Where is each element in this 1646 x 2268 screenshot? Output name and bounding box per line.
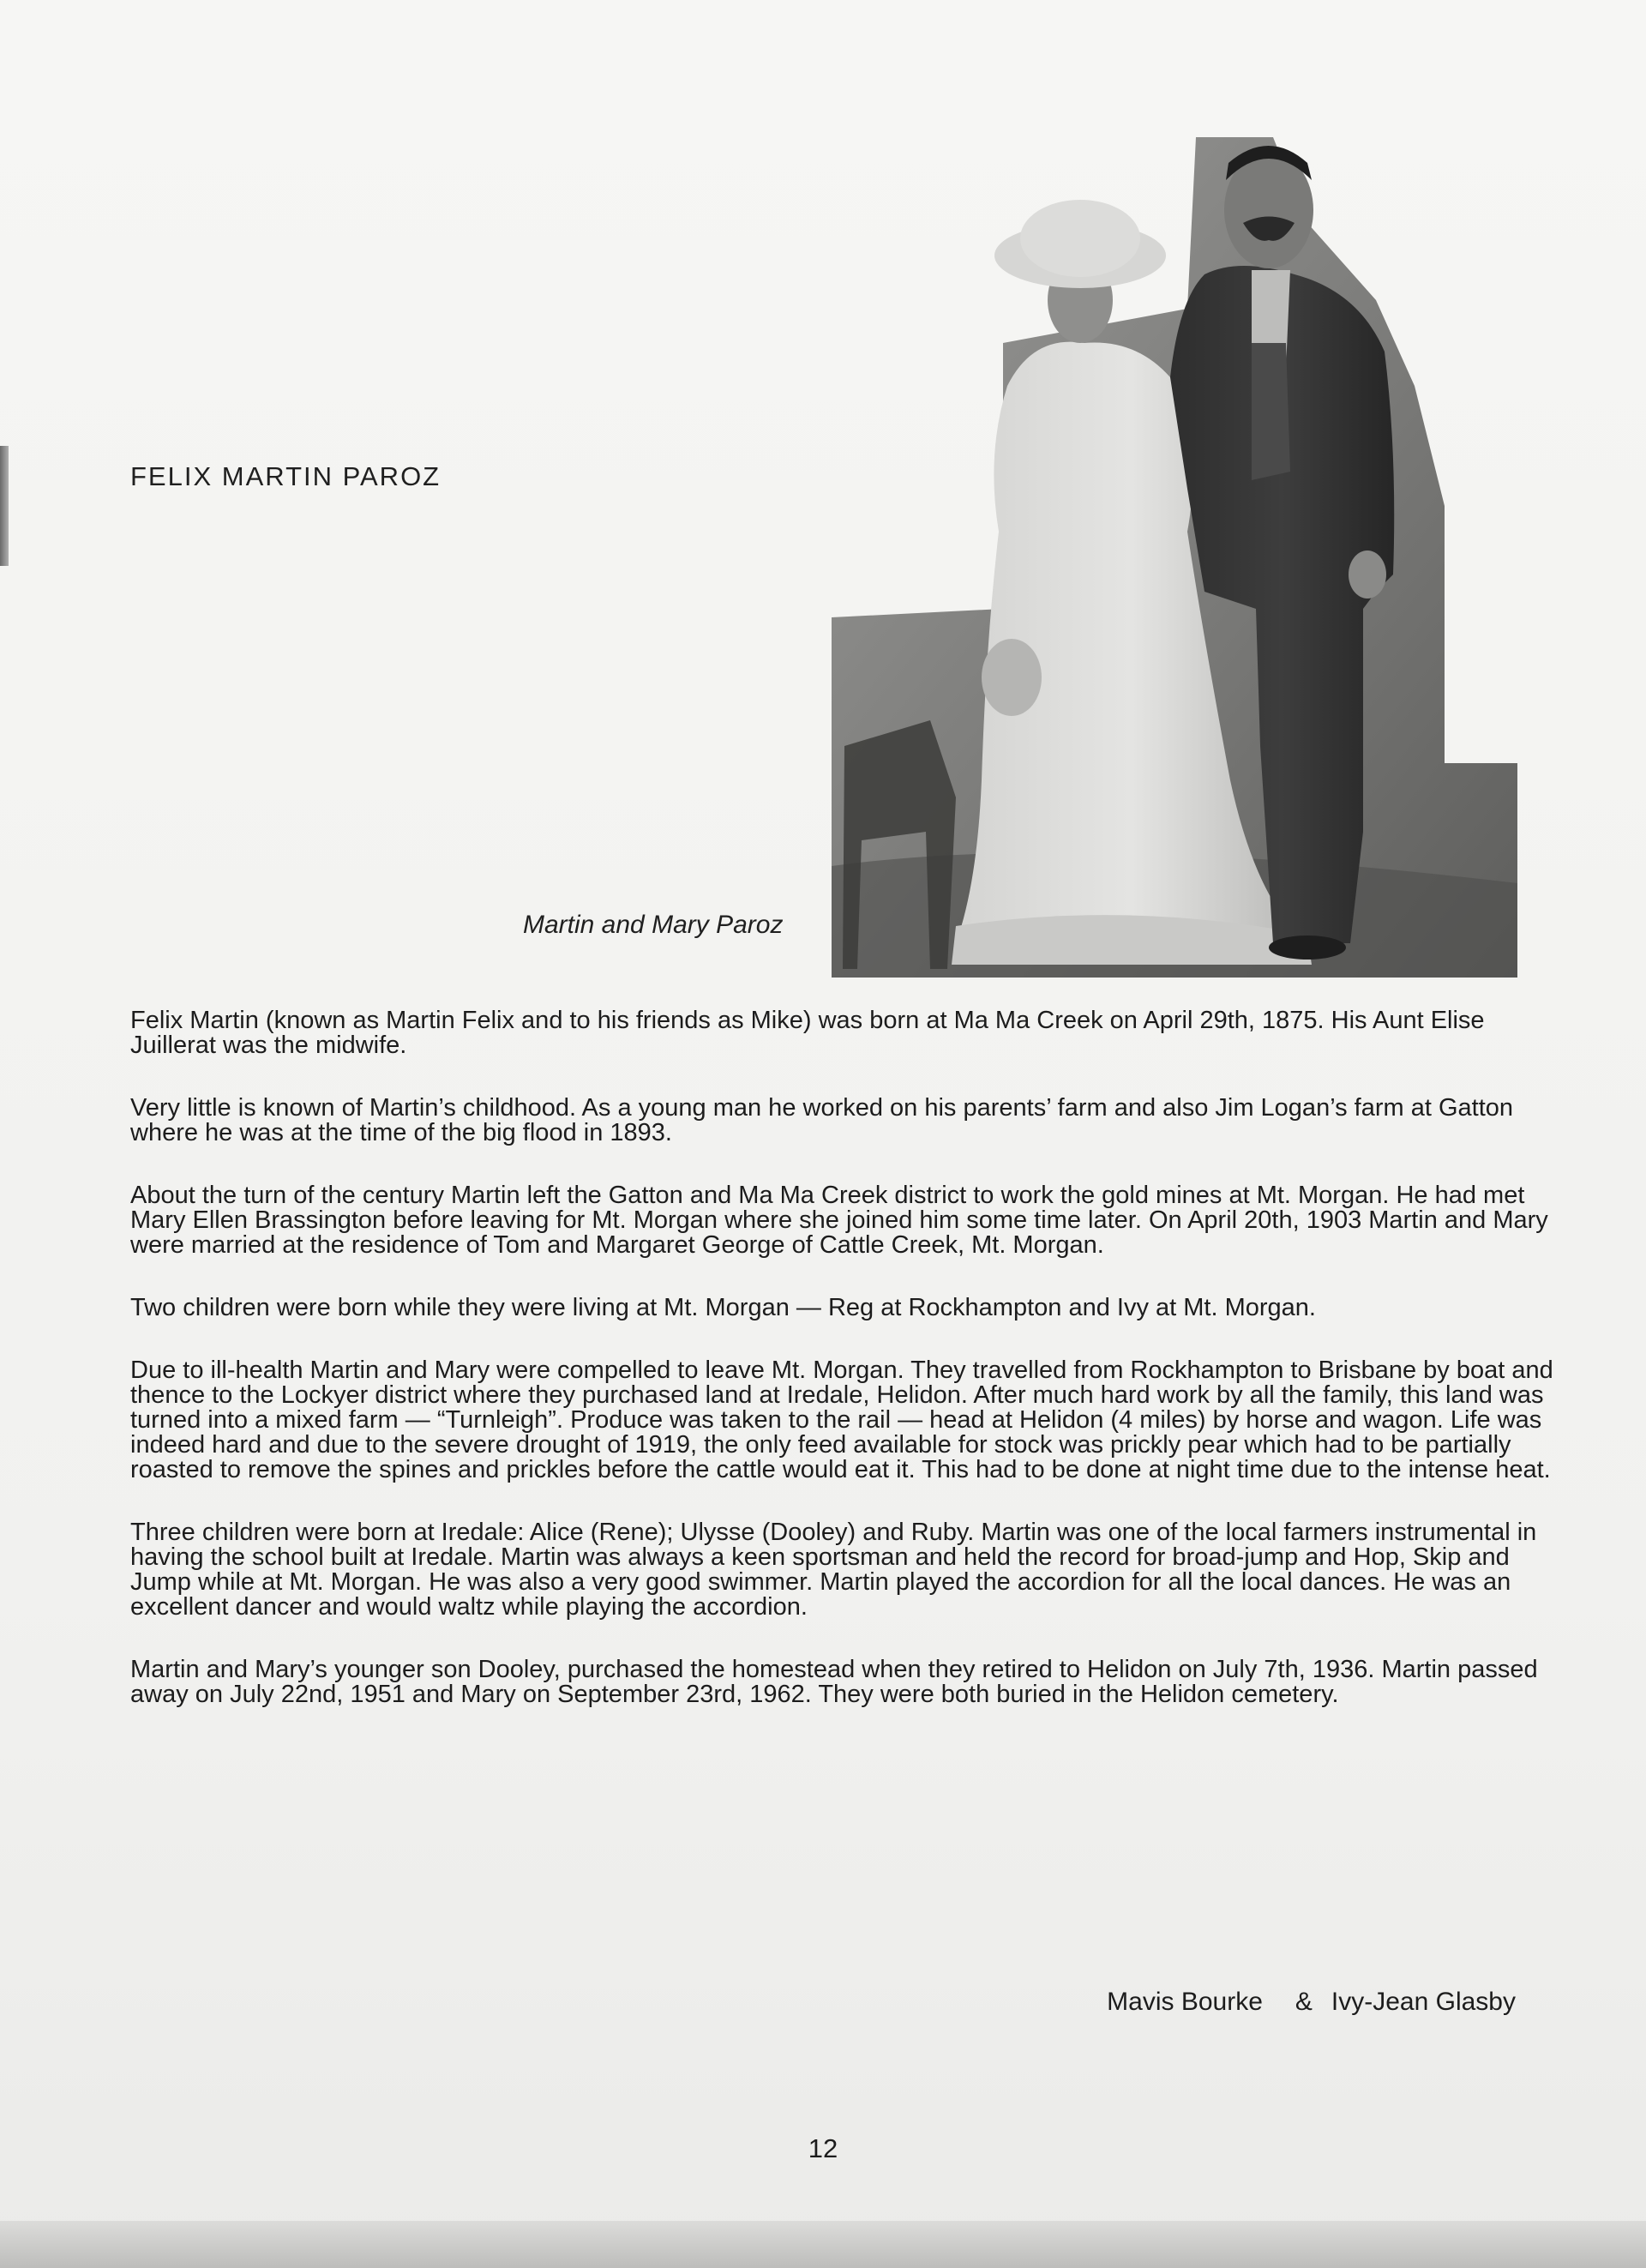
paragraph-iredale-farm: Due to ill-health Martin and Mary were compelled to leave Mt. Morgan. They travelled from Rockhampton to Brisbane by boat and thence to the Lockyer district where they purchased land at Iredale, Helidon. After much hard work by all the family, this land was turned into a mixed farm — “Turnleigh”. Produce was taken to the rail — head at Helidon (4 miles) by horse and wagon. Life was indeed hard and due to the severe drought of 1919, the only feed available for stock was prickly pear which had to be partially roasted to remove the spines and prickles before the cattle would eat it. This had to be done at night time due to the intense heat.: [130, 1357, 1553, 1483]
paragraph-childhood: Very little is known of Martin’s childhood. As a young man he worked on his parents’ farm and also Jim Logan’s farm at Gatton where he was at the time of the big flood in 1893.: [130, 1094, 1514, 1146]
paragraph-mt-morgan: About the turn of the century Martin left the Gatton and Ma Ma Creek district to work the gold mines at Mt. Morgan. He had met Mary Ellen Brassington before leaving for Mt. Morgan where she joined him some time later. On April 20th, 1903 Martin and Mary were married at the residence of Tom and Margaret George of Cattle Creek, Mt. Morgan.: [130, 1182, 1548, 1259]
author-separator: &: [1295, 1988, 1313, 2016]
portrait-photo: [827, 129, 1517, 978]
page-title: FELIX MARTIN PAROZ: [130, 461, 442, 491]
article-body: [130, 1008, 1571, 1745]
page-number: 12: [808, 2133, 838, 2163]
author-signature: [857, 1988, 1516, 2017]
paragraph-children: Two children were born while they were living at Mt. Morgan — Reg at Rockhampton and Ivy at Mt. Morgan.: [130, 1294, 1316, 1321]
page-bottom-shadow: [0, 2221, 1646, 2268]
photo-caption: Martin and Mary Paroz: [523, 911, 784, 939]
binding-edge: [0, 446, 9, 566]
author-second: Ivy-Jean Glasby: [1331, 1988, 1516, 2016]
author-first: Mavis Bourke: [1107, 1988, 1263, 2016]
paragraph-iredale-children: Three children were born at Iredale: Alice (Rene); Ulysse (Dooley) and Ruby. Martin was one of the local farmers instrumental in having the school built at Iredale. Martin was always a keen sportsman and held the record for broad-jump and Hop, Skip and Jump while at Mt. Morgan. He was also a very good swimmer. Martin played the accordion for all the local dances. He was an excellent dancer and would waltz while playing the accordion.: [130, 1519, 1537, 1621]
paragraph-retirement: Martin and Mary’s younger son Dooley, purchased the homestead when they retired to Helidon on July 7th, 1936. Martin passed away on July 22nd, 1951 and Mary on September 23rd, 1962. They were both buried in the Helidon cemetery.: [130, 1656, 1538, 1708]
paragraph-birth: Felix Martin (known as Martin Felix and to his friends as Mike) was born at Ma Ma Creek on April 29th, 1875. His Aunt Elise Juillerat was the midwife.: [130, 1007, 1485, 1059]
